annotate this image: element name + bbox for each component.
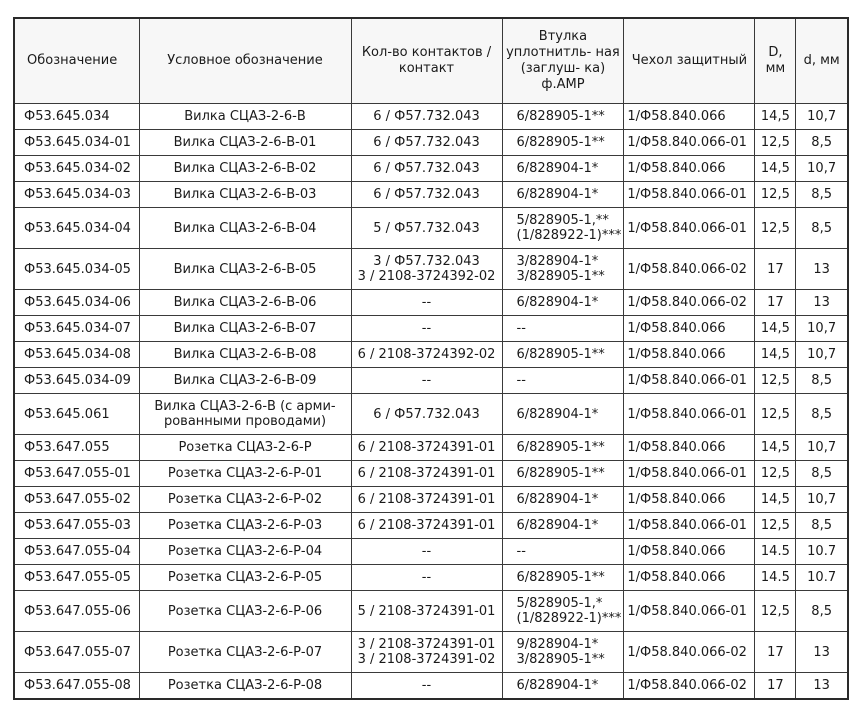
header-cover: [624, 18, 755, 104]
cell-symbol-line: Розетка СЦАЗ-2-6-Р-06: [167, 603, 323, 619]
table-row: [14, 435, 848, 461]
cell-contacts-line: 3 / 2108-3724392-02: [357, 269, 496, 284]
cell-cover: 1/Ф58.840.066-01: [624, 208, 755, 249]
cell-contacts-line: 6 / Ф57.732.043: [373, 161, 480, 176]
header-contacts-line: контакт: [398, 61, 455, 76]
cell-symbol: [139, 435, 351, 461]
cell-bushing: [502, 513, 624, 539]
cell-outer-diameter: 14,5: [755, 487, 796, 513]
cell-designation: Ф53.645.034-09: [14, 368, 139, 394]
connector-spec-table: [13, 17, 849, 700]
header-outer-diameter: [755, 18, 796, 104]
cell-contacts-line: 6 / Ф57.732.043: [373, 187, 480, 202]
table-row: [14, 539, 848, 565]
cell-designation: Ф53.647.055-02: [14, 487, 139, 513]
cell-symbol: [139, 591, 351, 632]
cell-inner-diameter: 10,7: [796, 342, 848, 368]
cell-contacts-line: 5 / 2108-3724391-01: [357, 603, 496, 619]
cell-symbol-line: Вилка СЦАЗ-2-6-В-01: [173, 135, 317, 150]
cell-contacts: [351, 290, 502, 316]
cell-contacts-line: --: [421, 544, 432, 559]
cell-contacts: [351, 513, 502, 539]
cell-symbol: [139, 673, 351, 700]
cell-outer-diameter: 14.5: [755, 565, 796, 591]
cell-contacts: [351, 632, 502, 673]
header-bushing-line: Втулка: [538, 29, 588, 44]
cell-symbol-line: Вилка СЦАЗ-2-6-В-03: [173, 187, 317, 202]
cell-contacts-line: 6 / 2108-3724391-01: [357, 518, 496, 533]
cell-symbol-line: Розетка СЦАЗ-2-6-Р-08: [167, 678, 323, 693]
header-bushing-line: ка) ф.АМР: [541, 61, 606, 92]
cell-contacts-line: --: [421, 373, 432, 388]
cell-bushing-line: 5/828905-1,*: [516, 596, 603, 611]
cell-outer-diameter: 14,5: [755, 156, 796, 182]
cell-bushing-line: 5/828905-1,**: [516, 213, 609, 228]
cell-cover: 1/Ф58.840.066-01: [624, 461, 755, 487]
cell-contacts-line: 6 / Ф57.732.043: [373, 135, 480, 150]
cell-designation: Ф53.647.055-05: [14, 565, 139, 591]
cell-outer-diameter: 17: [755, 249, 796, 290]
cell-contacts: [351, 249, 502, 290]
cell-contacts: [351, 208, 502, 249]
cell-bushing-line: 6/828905-1**: [516, 109, 605, 124]
table-row: [14, 673, 848, 700]
table-row: [14, 290, 848, 316]
cell-symbol: [139, 130, 351, 156]
cell-inner-diameter: 13: [796, 290, 848, 316]
cell-bushing: [502, 539, 624, 565]
cell-designation: Ф53.645.034-01: [14, 130, 139, 156]
table-row: [14, 316, 848, 342]
cell-outer-diameter: 12,5: [755, 182, 796, 208]
cell-inner-diameter: 10,7: [796, 156, 848, 182]
cell-designation: Ф53.647.055-07: [14, 632, 139, 673]
cell-contacts-line: 6 / Ф57.732.043: [373, 406, 480, 422]
header-bushing-line: уплотнитль-: [506, 45, 592, 60]
cell-bushing-line: 6/828905-1**: [516, 570, 605, 585]
cell-bushing: [502, 208, 624, 249]
cell-bushing-line: 6/828904-1*: [516, 518, 599, 533]
cell-bushing-line: --: [516, 373, 526, 388]
cell-bushing: [502, 435, 624, 461]
cell-designation: Ф53.645.034: [14, 104, 139, 130]
cell-contacts-line: 6 / 2108-3724391-01: [357, 440, 496, 455]
cell-contacts: [351, 104, 502, 130]
cell-cover: 1/Ф58.840.066: [624, 435, 755, 461]
cell-designation: Ф53.647.055-01: [14, 461, 139, 487]
table-row: [14, 208, 848, 249]
cell-inner-diameter: 8,5: [796, 130, 848, 156]
cell-designation: Ф53.645.034-08: [14, 342, 139, 368]
cell-symbol: [139, 368, 351, 394]
header-bushing-line: ная (заглуш-: [520, 45, 620, 76]
cell-cover: 1/Ф58.840.066-02: [624, 673, 755, 700]
cell-symbol: [139, 316, 351, 342]
cell-symbol: [139, 632, 351, 673]
cell-contacts: [351, 591, 502, 632]
cell-contacts: [351, 156, 502, 182]
table-row: [14, 394, 848, 435]
cell-outer-diameter: 14,5: [755, 104, 796, 130]
table-row: [14, 156, 848, 182]
cell-designation: Ф53.645.034-03: [14, 182, 139, 208]
cell-symbol: [139, 394, 351, 435]
cell-contacts-line: 3 / 2108-3724391-01: [357, 637, 496, 652]
cell-outer-diameter: 12,5: [755, 130, 796, 156]
cell-cover: 1/Ф58.840.066-01: [624, 182, 755, 208]
cell-contacts-line: 3 / Ф57.732.043: [373, 254, 480, 269]
cell-bushing-line: 9/828904-1*: [516, 637, 599, 652]
cell-contacts: [351, 316, 502, 342]
cell-outer-diameter: 14,5: [755, 316, 796, 342]
cell-bushing: [502, 249, 624, 290]
cell-inner-diameter: 10,7: [796, 316, 848, 342]
cell-bushing: [502, 591, 624, 632]
cell-bushing: [502, 104, 624, 130]
cell-bushing: [502, 673, 624, 700]
cell-cover: 1/Ф58.840.066-02: [624, 290, 755, 316]
header-contacts: [351, 18, 502, 104]
cell-bushing: [502, 316, 624, 342]
cell-symbol-line: Розетка СЦАЗ-2-6-Р-07: [167, 644, 323, 660]
cell-contacts-line: --: [421, 321, 432, 336]
cell-inner-diameter: 13: [796, 673, 848, 700]
cell-cover: 1/Ф58.840.066-02: [624, 249, 755, 290]
cell-symbol-line: Розетка СЦАЗ-2-6-Р-03: [167, 518, 323, 533]
cell-bushing-line: (1/828922-1)***: [516, 611, 622, 626]
cell-symbol: [139, 208, 351, 249]
cell-contacts: [351, 673, 502, 700]
cell-symbol-line: Вилка СЦАЗ-2-6-В (с арми-: [154, 399, 336, 414]
cell-contacts: [351, 182, 502, 208]
cell-outer-diameter: 12,5: [755, 461, 796, 487]
cell-bushing-line: 6/828904-1*: [516, 295, 599, 310]
table-row: [14, 513, 848, 539]
cell-designation: Ф53.647.055-04: [14, 539, 139, 565]
header-symbol-line: Условное: [167, 53, 231, 68]
table-row: [14, 342, 848, 368]
cell-bushing-line: 6/828904-1*: [516, 678, 599, 693]
cell-symbol-line: рованными проводами): [163, 414, 327, 429]
cell-bushing: [502, 290, 624, 316]
cell-symbol: [139, 290, 351, 316]
cell-symbol-line: Вилка СЦАЗ-2-6-В-04: [173, 220, 317, 236]
cell-outer-diameter: 14.5: [755, 539, 796, 565]
table-row: [14, 632, 848, 673]
cell-outer-diameter: 17: [755, 290, 796, 316]
cell-bushing: [502, 461, 624, 487]
cell-contacts-line: 6 / 2108-3724392-02: [357, 347, 496, 362]
connector-spec-table-wrapper: [13, 17, 849, 700]
header-bushing: [502, 18, 624, 104]
cell-symbol-line: Розетка СЦАЗ-2-6-Р-01: [167, 466, 323, 481]
cell-cover: 1/Ф58.840.066-01: [624, 513, 755, 539]
cell-cover: 1/Ф58.840.066: [624, 316, 755, 342]
cell-designation: Ф53.645.061: [14, 394, 139, 435]
cell-outer-diameter: 14,5: [755, 435, 796, 461]
cell-contacts-line: 5 / Ф57.732.043: [373, 220, 480, 236]
cell-bushing-line: 6/828904-1*: [516, 187, 599, 202]
cell-cover: 1/Ф58.840.066: [624, 539, 755, 565]
header-outer-diameter-line: D,: [768, 45, 783, 60]
cell-symbol: [139, 342, 351, 368]
cell-inner-diameter: 13: [796, 632, 848, 673]
cell-inner-diameter: 10,7: [796, 104, 848, 130]
cell-outer-diameter: 12,5: [755, 368, 796, 394]
cell-bushing: [502, 368, 624, 394]
cell-contacts-line: 6 / 2108-3724391-01: [357, 466, 496, 481]
cell-bushing-line: 6/828904-1*: [516, 406, 599, 422]
cell-bushing-line: 6/828904-1*: [516, 161, 599, 176]
table-row: [14, 565, 848, 591]
cell-symbol-line: Вилка СЦАЗ-2-6-В-08: [173, 347, 317, 362]
cell-bushing: [502, 565, 624, 591]
header-cover-line: защитный: [676, 53, 748, 68]
cell-bushing: [502, 156, 624, 182]
cell-bushing-line: 3/828905-1**: [516, 269, 605, 284]
header-cover-line: Чехол: [631, 53, 673, 68]
table-row: [14, 487, 848, 513]
cell-symbol: [139, 249, 351, 290]
cell-designation: Ф53.645.034-02: [14, 156, 139, 182]
cell-designation: Ф53.645.034-07: [14, 316, 139, 342]
cell-contacts: [351, 565, 502, 591]
cell-outer-diameter: 17: [755, 673, 796, 700]
cell-symbol-line: Розетка СЦАЗ-2-6-Р: [178, 440, 312, 455]
cell-symbol: [139, 156, 351, 182]
cell-inner-diameter: 10.7: [796, 539, 848, 565]
cell-bushing: [502, 182, 624, 208]
cell-designation: Ф53.647.055: [14, 435, 139, 461]
cell-symbol: [139, 487, 351, 513]
cell-symbol: [139, 104, 351, 130]
table-row: [14, 368, 848, 394]
cell-contacts-line: 3 / 2108-3724391-02: [357, 652, 496, 667]
cell-bushing: [502, 130, 624, 156]
cell-symbol-line: Вилка СЦАЗ-2-6-В-06: [173, 295, 317, 310]
cell-inner-diameter: 8,5: [796, 368, 848, 394]
cell-symbol-line: Розетка СЦАЗ-2-6-Р-05: [167, 570, 323, 585]
cell-outer-diameter: 12,5: [755, 591, 796, 632]
cell-contacts: [351, 130, 502, 156]
cell-inner-diameter: 8,5: [796, 394, 848, 435]
cell-designation: Ф53.645.034-05: [14, 249, 139, 290]
cell-inner-diameter: 8,5: [796, 182, 848, 208]
cell-bushing: [502, 394, 624, 435]
header-row: [14, 18, 848, 104]
cell-bushing: [502, 632, 624, 673]
cell-contacts: [351, 461, 502, 487]
cell-symbol: [139, 461, 351, 487]
cell-bushing-line: 6/828905-1**: [516, 440, 605, 455]
header-outer-diameter-line: мм: [765, 61, 786, 76]
cell-symbol: [139, 513, 351, 539]
cell-cover: 1/Ф58.840.066: [624, 487, 755, 513]
cell-inner-diameter: 8,5: [796, 591, 848, 632]
cell-cover: 1/Ф58.840.066: [624, 342, 755, 368]
cell-cover: 1/Ф58.840.066-01: [624, 394, 755, 435]
cell-bushing-line: 3/828905-1**: [516, 652, 605, 667]
header-symbol-line: обозначение: [234, 53, 323, 68]
cell-contacts-line: --: [421, 295, 432, 310]
cell-bushing-line: 6/828904-1*: [516, 492, 599, 507]
cell-contacts: [351, 435, 502, 461]
cell-bushing-line: --: [516, 544, 526, 559]
table-row: [14, 104, 848, 130]
cell-designation: Ф53.647.055-06: [14, 591, 139, 632]
cell-inner-diameter: 10,7: [796, 435, 848, 461]
cell-inner-diameter: 13: [796, 249, 848, 290]
cell-contacts-line: --: [421, 678, 432, 693]
cell-cover: 1/Ф58.840.066-01: [624, 130, 755, 156]
cell-inner-diameter: 8,5: [796, 208, 848, 249]
cell-inner-diameter: 8,5: [796, 513, 848, 539]
header-contacts-line: Кол-во контактов /: [361, 45, 492, 60]
header-designation: Обозначение: [14, 18, 139, 104]
cell-outer-diameter: 12,5: [755, 394, 796, 435]
cell-symbol-line: Вилка СЦАЗ-2-6-В-07: [173, 321, 317, 336]
cell-inner-diameter: 8,5: [796, 461, 848, 487]
cell-symbol: [139, 539, 351, 565]
cell-outer-diameter: 17: [755, 632, 796, 673]
cell-designation: Ф53.647.055-03: [14, 513, 139, 539]
cell-bushing-line: (1/828922-1)***: [516, 228, 622, 243]
cell-contacts: [351, 539, 502, 565]
cell-contacts-line: 6 / 2108-3724391-01: [357, 492, 496, 507]
cell-bushing: [502, 487, 624, 513]
table-row: [14, 249, 848, 290]
cell-symbol-line: Вилка СЦАЗ-2-6-В-02: [173, 161, 317, 176]
table-row: [14, 130, 848, 156]
cell-designation: Ф53.645.034-04: [14, 208, 139, 249]
cell-bushing-line: 6/828905-1**: [516, 135, 605, 150]
header-inner-diameter: d, мм: [796, 18, 848, 104]
cell-symbol-line: Вилка СЦАЗ-2-6-В-09: [173, 373, 317, 388]
cell-bushing: [502, 342, 624, 368]
cell-cover: 1/Ф58.840.066-01: [624, 368, 755, 394]
cell-cover: 1/Ф58.840.066: [624, 565, 755, 591]
cell-contacts-line: --: [421, 570, 432, 585]
cell-inner-diameter: 10.7: [796, 565, 848, 591]
cell-bushing-line: 3/828904-1*: [516, 254, 599, 269]
cell-symbol-line: Розетка СЦАЗ-2-6-Р-02: [167, 492, 323, 507]
table-row: [14, 591, 848, 632]
cell-symbol-line: Вилка СЦАЗ-2-6-В: [184, 109, 306, 124]
cell-designation: Ф53.645.034-06: [14, 290, 139, 316]
cell-symbol-line: Розетка СЦАЗ-2-6-Р-04: [167, 544, 323, 559]
cell-cover: 1/Ф58.840.066-02: [624, 632, 755, 673]
cell-cover: 1/Ф58.840.066: [624, 104, 755, 130]
cell-contacts: [351, 342, 502, 368]
table-row: [14, 461, 848, 487]
table-row: [14, 182, 848, 208]
cell-bushing-line: 6/828905-1**: [516, 347, 605, 362]
cell-contacts: [351, 394, 502, 435]
cell-contacts-line: 6 / Ф57.732.043: [373, 109, 480, 124]
cell-outer-diameter: 12,5: [755, 208, 796, 249]
cell-cover: 1/Ф58.840.066: [624, 156, 755, 182]
cell-contacts: [351, 487, 502, 513]
cell-outer-diameter: 14,5: [755, 342, 796, 368]
cell-designation: Ф53.647.055-08: [14, 673, 139, 700]
cell-symbol: [139, 182, 351, 208]
table-body: [14, 104, 848, 700]
cell-symbol: [139, 565, 351, 591]
cell-outer-diameter: 12,5: [755, 513, 796, 539]
cell-contacts: [351, 368, 502, 394]
header-symbol: [139, 18, 351, 104]
cell-bushing-line: 6/828905-1**: [516, 466, 605, 481]
cell-symbol-line: Вилка СЦАЗ-2-6-В-05: [173, 261, 317, 277]
cell-inner-diameter: 10,7: [796, 487, 848, 513]
cell-cover: 1/Ф58.840.066-01: [624, 591, 755, 632]
cell-bushing-line: --: [516, 321, 526, 336]
